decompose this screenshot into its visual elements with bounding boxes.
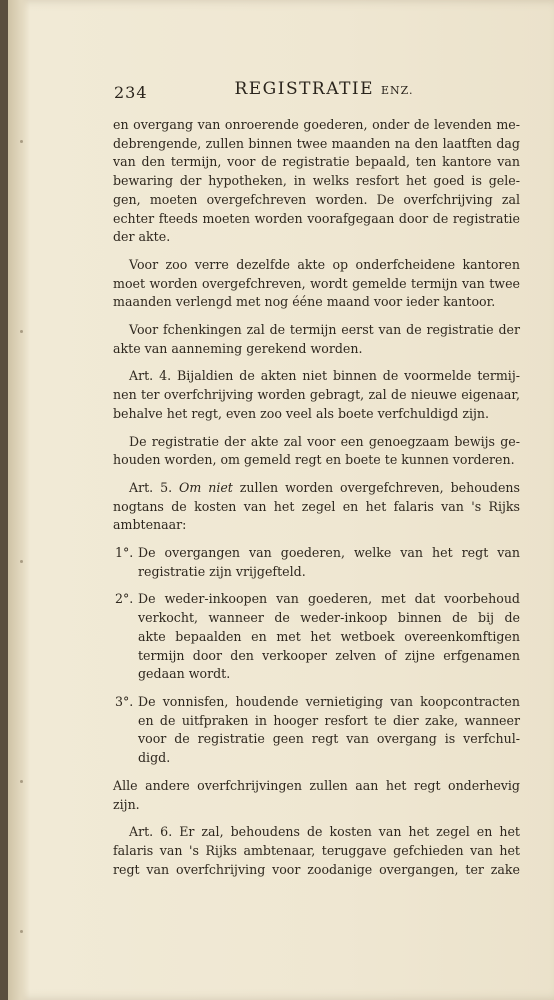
- binding-mark: [20, 930, 23, 933]
- page-binding-edge: [8, 0, 30, 1000]
- text-line: Voor zoo verre dezelfde akte op onderfcheidene kantoren: [129, 256, 520, 272]
- text-line: falaris van 's Rijks ambtenaar, teruggave gefchieden van het: [113, 842, 520, 858]
- emphasis-text: Om niet: [179, 479, 233, 495]
- text-line: bewaring der hypotheken, in welks resfort het goed is gele-: [113, 173, 520, 189]
- article-label: Art. 5.: [129, 479, 173, 495]
- text-line: behalve het regt, even zoo veel als boete verfchuldigd zijn.: [113, 405, 490, 421]
- list-number: 3°.: [115, 693, 134, 709]
- text-line: nen ter overfchrijving worden gebragt, zal de nieuwe eigenaar,: [113, 387, 520, 403]
- text-line: akte bepaalden en met het wetboek overeenkomftigen: [138, 628, 520, 644]
- text-line: termijn door den verkooper zelven of zijne erfgenamen: [138, 647, 520, 663]
- running-head-title: REGISTRATIE: [234, 79, 375, 99]
- paragraph-multiple-offices: [113, 256, 520, 312]
- article-4: [113, 367, 520, 423]
- text-line: echter fteeds moeten worden voorafgegaan door de registratie: [113, 210, 520, 226]
- list-number: 1°.: [115, 545, 134, 561]
- binding-mark: [20, 330, 23, 333]
- binding-mark: [20, 780, 23, 783]
- text-line: en de uitfpraken in hooger resfort te dier zake, wanneer: [138, 712, 520, 728]
- text-line: regt van overfchrijving voor zoodanige overgangen, ter zake: [113, 861, 520, 877]
- binding-mark: [20, 140, 23, 143]
- paragraph-donations: [113, 321, 520, 358]
- text-line: maanden verlengd met nog ééne maand voor ieder kantoor.: [113, 294, 496, 310]
- text-line: Voor fchenkingen zal de termijn eerst van de registratie der: [129, 322, 520, 338]
- text-line: en overgang van onroerende goederen, onder de levenden me-: [113, 117, 520, 132]
- text-line: der akte.: [113, 229, 171, 245]
- text-line: verkocht, wanneer de weder-inkoop binnen de bij de: [138, 610, 520, 626]
- text-line: Art. 4. Bijaldien de akten niet binnen de voormelde termij-: [129, 368, 520, 384]
- text-line: houden worden, om gemeld regt en boete te kunnen vorderen.: [113, 452, 515, 468]
- text-line: digd.: [138, 750, 171, 766]
- text-line: Alle andere overfchrijvingen zullen aan het regt onderhevig: [113, 777, 520, 793]
- text-line: De overgangen van goederen, welke van het regt van: [138, 545, 520, 561]
- paragraph-continuation: [113, 116, 520, 247]
- list-item: [113, 544, 520, 581]
- text-line: zijn.: [113, 796, 140, 812]
- running-head: [114, 79, 534, 99]
- paragraph-proof: [113, 433, 520, 470]
- article-6: [113, 823, 520, 879]
- text-line: Art. 6. Er zal, behoudens de kosten van het zegel en het: [129, 824, 520, 840]
- text-line: ambtenaar:: [113, 517, 187, 533]
- text-line: De weder-inkoopen van goederen, met dat voorbehoud: [138, 591, 520, 607]
- text-line: gen, moeten overgefchreven worden. De overfchrijving zal: [113, 191, 520, 207]
- text-line: voor de registratie geen regt van overgang is verfchul-: [138, 731, 520, 747]
- list-item: [113, 590, 520, 684]
- text-line: akte van aanneming gerekend worden.: [113, 340, 363, 356]
- binding-mark: [20, 560, 23, 563]
- page-number: 234: [114, 83, 148, 102]
- text-line: nogtans de kosten van het zegel en het falaris van 's Rijks: [113, 498, 520, 514]
- text-line: [113, 479, 520, 498]
- page-body: [113, 116, 520, 888]
- text-line: De registratie der akte zal voor een genoegzaam bewijs ge-: [129, 433, 520, 449]
- text-line: van den termijn, voor de registratie bepaald, ten kantore van: [113, 154, 520, 170]
- text-line: De vonnisfen, houdende vernietiging van koopcontracten: [138, 693, 520, 709]
- text-line: moet worden overgefchreven, wordt gemelde termijn van twee: [113, 275, 520, 291]
- text-line: registratie zijn vrijgefteld.: [138, 563, 306, 579]
- article-5: [113, 479, 520, 535]
- text-line: gedaan wordt.: [138, 666, 231, 682]
- list-number: 2°.: [115, 591, 134, 607]
- running-head-suffix: ENZ.: [380, 84, 414, 97]
- list-item: [113, 693, 520, 768]
- text-fragment: zullen worden overgefchreven, behoudens: [239, 479, 520, 495]
- page-header: [114, 79, 534, 107]
- paragraph-other-transcriptions: [113, 777, 520, 814]
- text-line: debrengende, zullen binnen twee maanden na den laatften dag: [113, 135, 520, 151]
